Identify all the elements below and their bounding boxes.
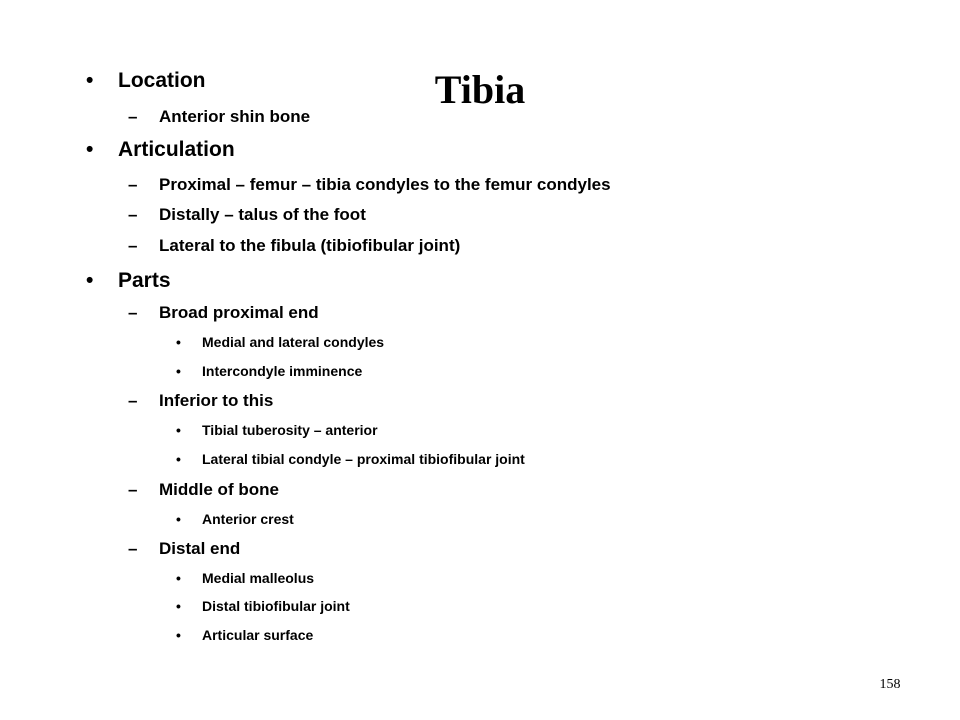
sub-sub-bullet-label: Distal tibiofibular joint bbox=[202, 598, 350, 614]
dash-icon: – bbox=[128, 391, 138, 410]
bullet-parts bbox=[86, 268, 171, 294]
dash-icon: – bbox=[128, 480, 138, 499]
bullet-dot-icon: • bbox=[176, 422, 181, 438]
sub-bullet-label: Lateral to the fibula (tibiofibular joint) bbox=[159, 236, 461, 255]
bullet-dot-icon: • bbox=[86, 69, 94, 92]
sub-bullet-label: Middle of bone bbox=[159, 480, 279, 499]
sub-sub-bullet-label: Medial malleolus bbox=[202, 570, 315, 586]
sub-bullet-distal-end bbox=[128, 538, 240, 560]
bullet-dot-icon: • bbox=[86, 138, 94, 161]
dash-icon: – bbox=[128, 107, 138, 126]
bullet-dot-icon: • bbox=[176, 570, 181, 586]
sub-sub-bullet bbox=[176, 421, 378, 439]
sub-bullet-label: Inferior to this bbox=[159, 391, 274, 410]
bullet-articulation bbox=[86, 137, 235, 163]
sub-bullet-label: Broad proximal end bbox=[159, 303, 319, 322]
sub-sub-bullet bbox=[176, 626, 313, 644]
sub-sub-bullet-label: Tibial tuberosity – anterior bbox=[202, 422, 378, 438]
bullet-dot-icon: • bbox=[176, 598, 181, 614]
bullet-dot-icon: • bbox=[176, 627, 181, 643]
sub-sub-bullet-label: Medial and lateral condyles bbox=[202, 334, 385, 350]
bullet-label: Articulation bbox=[118, 138, 235, 161]
sub-bullet-lateral bbox=[128, 235, 460, 257]
page-number: 158 bbox=[879, 677, 901, 692]
sub-sub-bullet bbox=[176, 333, 384, 351]
bullet-dot-icon: • bbox=[176, 511, 181, 527]
dash-icon: – bbox=[128, 175, 138, 194]
sub-sub-bullet bbox=[176, 597, 350, 615]
sub-sub-bullet-label: Anterior crest bbox=[202, 511, 294, 527]
bullet-dot-icon: • bbox=[176, 334, 181, 350]
slide-title: Tibia bbox=[434, 67, 526, 112]
sub-bullet-label: Proximal – femur – tibia condyles to the femur condyles bbox=[159, 175, 611, 194]
sub-bullet-label: Anterior shin bone bbox=[159, 107, 311, 126]
sub-bullet-distally bbox=[128, 204, 366, 226]
sub-bullet-proximal bbox=[128, 174, 611, 196]
bullet-location bbox=[86, 68, 206, 94]
sub-sub-bullet bbox=[176, 450, 525, 468]
sub-sub-bullet bbox=[176, 569, 314, 587]
bullet-dot-icon: • bbox=[176, 451, 181, 467]
sub-sub-bullet bbox=[176, 362, 362, 380]
sub-bullet-anterior-shin-bone bbox=[128, 106, 310, 128]
bullet-label: Parts bbox=[118, 269, 171, 292]
bullet-dot-icon: • bbox=[176, 363, 181, 379]
bullet-label: Location bbox=[118, 69, 206, 92]
sub-bullet-broad-proximal-end bbox=[128, 302, 319, 324]
dash-icon: – bbox=[128, 303, 138, 322]
bullet-dot-icon: • bbox=[86, 269, 94, 292]
sub-sub-bullet bbox=[176, 510, 294, 528]
sub-sub-bullet-label: Intercondyle imminence bbox=[202, 363, 363, 379]
sub-sub-bullet-label: Lateral tibial condyle – proximal tibiofibular joint bbox=[202, 451, 525, 467]
dash-icon: – bbox=[128, 205, 138, 224]
dash-icon: – bbox=[128, 236, 138, 255]
sub-bullet-middle-of-bone bbox=[128, 479, 279, 501]
sub-bullet-inferior-to-this bbox=[128, 390, 273, 412]
sub-bullet-label: Distal end bbox=[159, 539, 241, 558]
sub-bullet-label: Distally – talus of the foot bbox=[159, 205, 366, 224]
dash-icon: – bbox=[128, 539, 138, 558]
sub-sub-bullet-label: Articular surface bbox=[202, 627, 314, 643]
